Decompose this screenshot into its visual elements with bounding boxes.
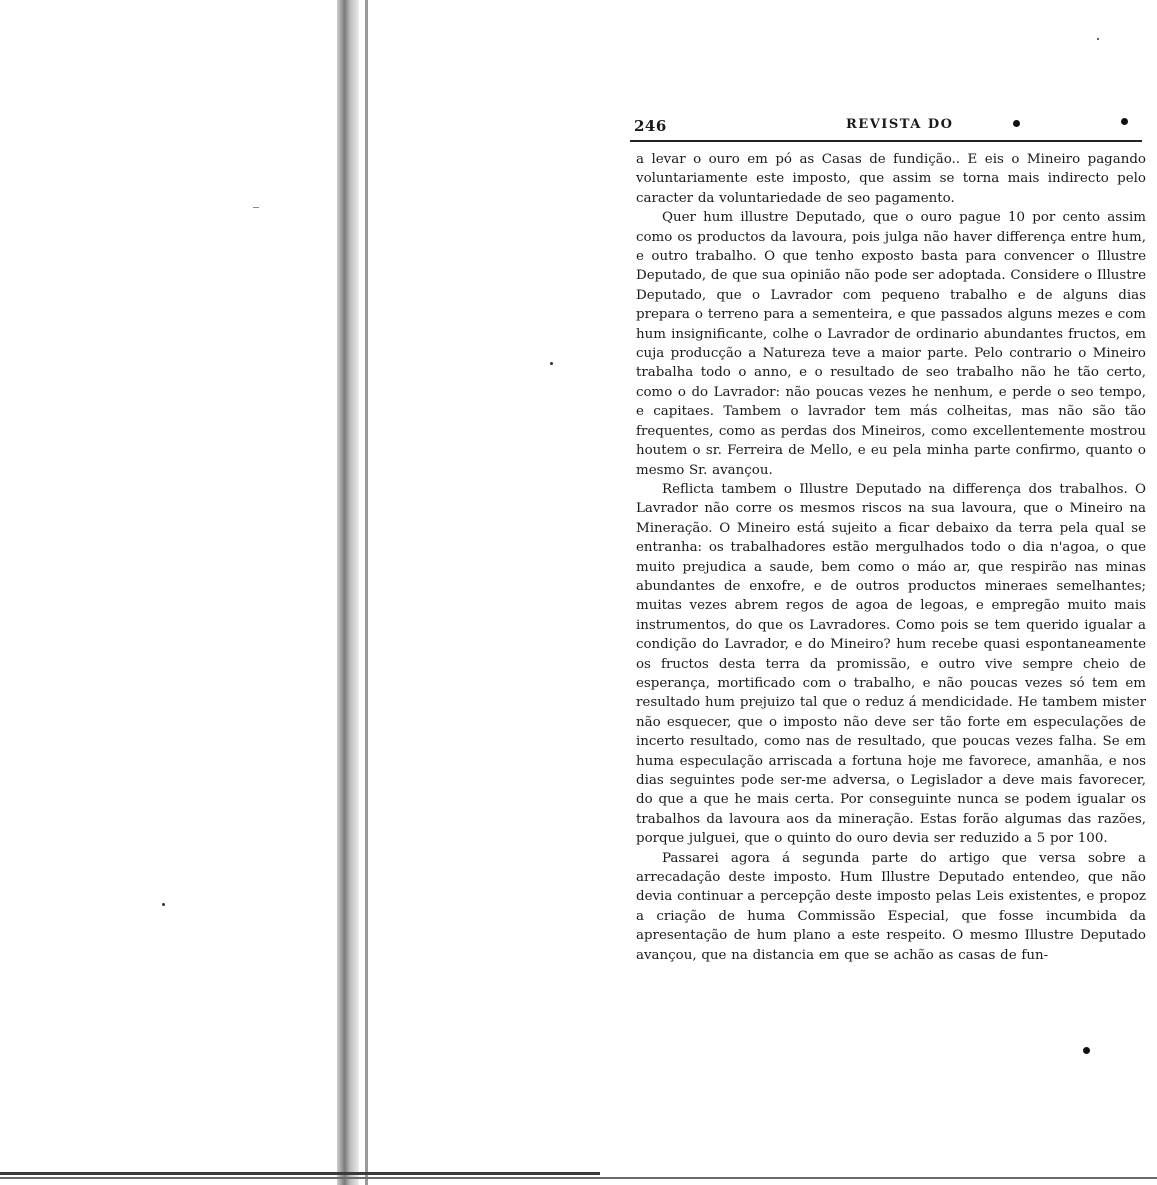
header-rule <box>630 140 1142 142</box>
paragraph: Quer hum illustre Deputado, que o ouro pague 10 por cento assim como os productos da lavoura, pois julga não haver differença entre hum, e outro trabalho. O que tenho exposto basta para convencer o Illustre Deputado, de que sua opinião não pode ser adoptada. Considere o Illustre Deputado, que o Lavrador com pequeno trabalho e de alguns dias prepara o terreno para a sementeira, e que passados alguns mezes e com hum insignificante, colhe o Lavrador de ordinario abundantes fructos, em cuja producção a Natureza teve a maior parte. Pelo contrario o Mineiro trabalha todo o anno, e o resultado de seo trabalho não he tão certo, como o do Lavrador: não poucas vezes he nenhum, e perde o seo tempo, e capitaes. Tambem o lavrador tem más colheitas, mas não são tão frequentes, como as perdas dos Mineiros, como excellentemente mostrou houtem o sr. Ferreira de Mello, e eu pela minha parte confirmo, quanto o mesmo Sr. avançou. <box>636 210 1146 478</box>
paragraph: Reflicta tambem o Illustre Deputado na differença dos trabalhos. O Lavrador não corre os mesmos riscos na sua lavoura, que o Mineiro na Mineração. O Mineiro está sujeito a ficar debaixo da terra pela qual se entranha: os trabalhadores estão mergulhados todo o dia n'agoa, o que muito prejudica a saude, bem como o máo ar, que respirão nas minas abundantes de enxofre, e de outros productos mineraes semelhantes; muitas vezes abrem regos de agoa de legoas, e empregão muito mais instrumentos, do que os Lavradores. Como pois se tem querido igualar a condição do Lavrador, e do Mineiro? hum recebe quasi espontaneamente os fructos desta terra da promissão, e outro vive sempre cheio de esperança, mortificado com o trabalho, e não poucas vezes só tem em resultado hum prejuizo tal que o reduz á mendicidade. He tambem mister não esquecer, que o imposto não deve ser tão forte em especulações de incerto resultado, como nas de resultado, que poucas vezes falha. Se em huma especulação arriscada a fortuna hoje me favorece, amanhãa, e nos dias seguintes pode ser-me adversa, o Legislador a deve mais favorecer, do que a que he mais certa. Por conseguinte nunca se podem igualar os trabalhos da lavoura aos da mineração. Estas forão algumas das razões, porque julguei, que o quinto do ouro devia ser reduzido a 5 por 100. <box>636 481 1146 847</box>
scan-speck <box>550 362 553 365</box>
running-head: REVISTA DO <box>846 117 954 132</box>
header-ornament-dot <box>1013 120 1020 127</box>
scan-speck <box>1097 38 1099 40</box>
book-gutter-shadow <box>337 0 359 1185</box>
book-gutter-line <box>365 0 368 1185</box>
scan-speck <box>253 207 259 208</box>
footer-ornament-dot <box>1083 1047 1090 1054</box>
body-text <box>636 150 1146 965</box>
page-number: 246 <box>634 117 667 135</box>
paragraph: a levar o ouro em pó as Casas de fundição.. E eis o Mineiro pagando voluntariamente este imposto, que assim se torna mais indirecto pelo caracter da voluntariedade de seo pagamento. <box>636 152 1146 206</box>
paragraph: Passarei agora á segunda parte do artigo que versa sobre a arrecadação deste imposto. Hum Illustre Deputado entendeo, que não devia continuar a percepção deste imposto pelas Leis existentes, e propoz a criação de huma Commissão Especial, que fosse incumbida da apresentação de hum plano a este respeito. O mesmo Illustre Deputado avançou, que na distancia em que se achão as casas de fun- <box>636 850 1146 963</box>
page-bottom-edge-shadow <box>0 1177 1157 1179</box>
page-bottom-edge <box>0 1172 600 1175</box>
header-ornament-dot <box>1121 118 1128 125</box>
scan-speck <box>162 903 165 906</box>
